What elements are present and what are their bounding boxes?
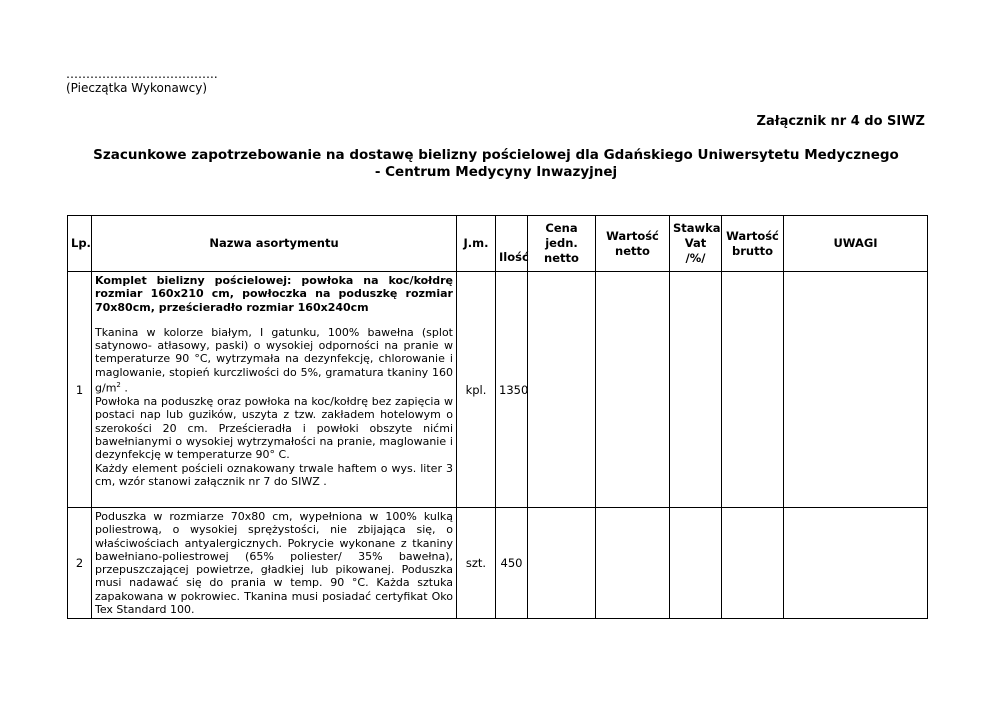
header-unit-price: Cena jedn. netto <box>528 216 596 272</box>
row-paragraph: Każdy element pościeli oznakowany trwale haftem o wys. liter 3 cm, wzór stanowi załącznik nr 7 do SIWZ . <box>95 461 453 488</box>
row-value-gross <box>722 508 784 619</box>
document-title <box>66 147 926 181</box>
row-value-net <box>596 272 670 508</box>
header-value-gross: Wartość brutto <box>722 216 784 272</box>
header-value-net: Wartość netto <box>596 216 670 272</box>
title-line-2: - Centrum Medycyny Inwazyjnej <box>374 164 618 180</box>
row-qty: 1350 <box>496 272 528 508</box>
table-row <box>68 272 928 508</box>
row-unit-price <box>528 272 596 508</box>
row-qty: 450 <box>496 508 528 619</box>
row-vat <box>670 508 722 619</box>
title-line-1: Szacunkowe zapotrzebowanie na dostawę bielizny pościelowej dla Gdańskiego Uniwersytetu Medycznego <box>93 147 899 163</box>
stamp-label: (Pieczątka Wykonawcy) <box>66 81 208 95</box>
header-jm: J.m. <box>457 216 496 272</box>
table-header-row <box>68 216 928 272</box>
row-description <box>92 272 457 508</box>
row-lp: 1 <box>68 272 92 508</box>
row-paragraph: Poduszka w rozmiarze 70x80 cm, wypełniona w 100% kulką poliestrową, o wysokiej sprężystości, nie zbijająca się, o właściwościach antyalergicznych. Pokrycie wykonane z tkaniny bawełniano-poliestrowej (65% poliester/ 35% bawełna), przepuszczającej powietrze, gładkiej lub pikowanej. Poduszka musi nadawać się do prania w temp. 90 °C. Każda sztuka zapakowana w pokrowiec. Tkanina musi posiadać certyfikat Oko Tex Standard 100. <box>95 510 453 617</box>
row-paragraph: Powłoka na poduszkę oraz powłoka na koc/kołdrę bez zapięcia w postaci nap lub guzików, uszyta z tzw. zakładem hotelowym o szerokości 20 cm. Prześcieradła i powłoki obszyte nićmi bawełnianymi o wysokiej wytrzymałości na pranie, maglowanie i dezynfekcję w temperaturze 90° C. <box>95 395 453 462</box>
row-notes <box>784 272 928 508</box>
row-paragraph: Tkanina w kolorze białym, I gatunku, 100% bawełna (splot satynowo- atłasowy, paski) o wysokiej odporności na pranie w temperaturze 90 °C, wytrzymała na dezynfekcję, chlorowanie i maglowanie, stopień kurczliwości do 5%, gramatura tkaniny 160 $g/m^2$ . <box>95 325 453 395</box>
attachment-label: Załącznik nr 4 do SIWZ <box>756 114 925 129</box>
header-notes: UWAGI <box>784 216 928 272</box>
stamp-dots: ……………………………….. <box>66 67 218 81</box>
table-row <box>68 508 928 619</box>
row-lp: 2 <box>68 508 92 619</box>
row-jm: kpl. <box>457 272 496 508</box>
header-vat: Stawka Vat /%/ <box>670 216 722 272</box>
row-value-gross <box>722 272 784 508</box>
row-unit-price <box>528 508 596 619</box>
row-vat <box>670 272 722 508</box>
row-title: Komplet bielizny pościelowej: powłoka na koc/kołdrę rozmiar 160x210 cm, powłoczka na poduszkę rozmiar 70x80cm, prześcieradło rozmiar 160x240cm <box>95 274 453 314</box>
assortment-table <box>67 215 928 619</box>
header-name: Nazwa asortymentu <box>92 216 457 272</box>
stamp-block <box>66 67 218 95</box>
header-lp: Lp. <box>68 216 92 272</box>
row-value-net <box>596 508 670 619</box>
row-jm: szt. <box>457 508 496 619</box>
row-notes <box>784 508 928 619</box>
row-description <box>92 508 457 619</box>
header-qty: Ilość <box>496 216 528 272</box>
